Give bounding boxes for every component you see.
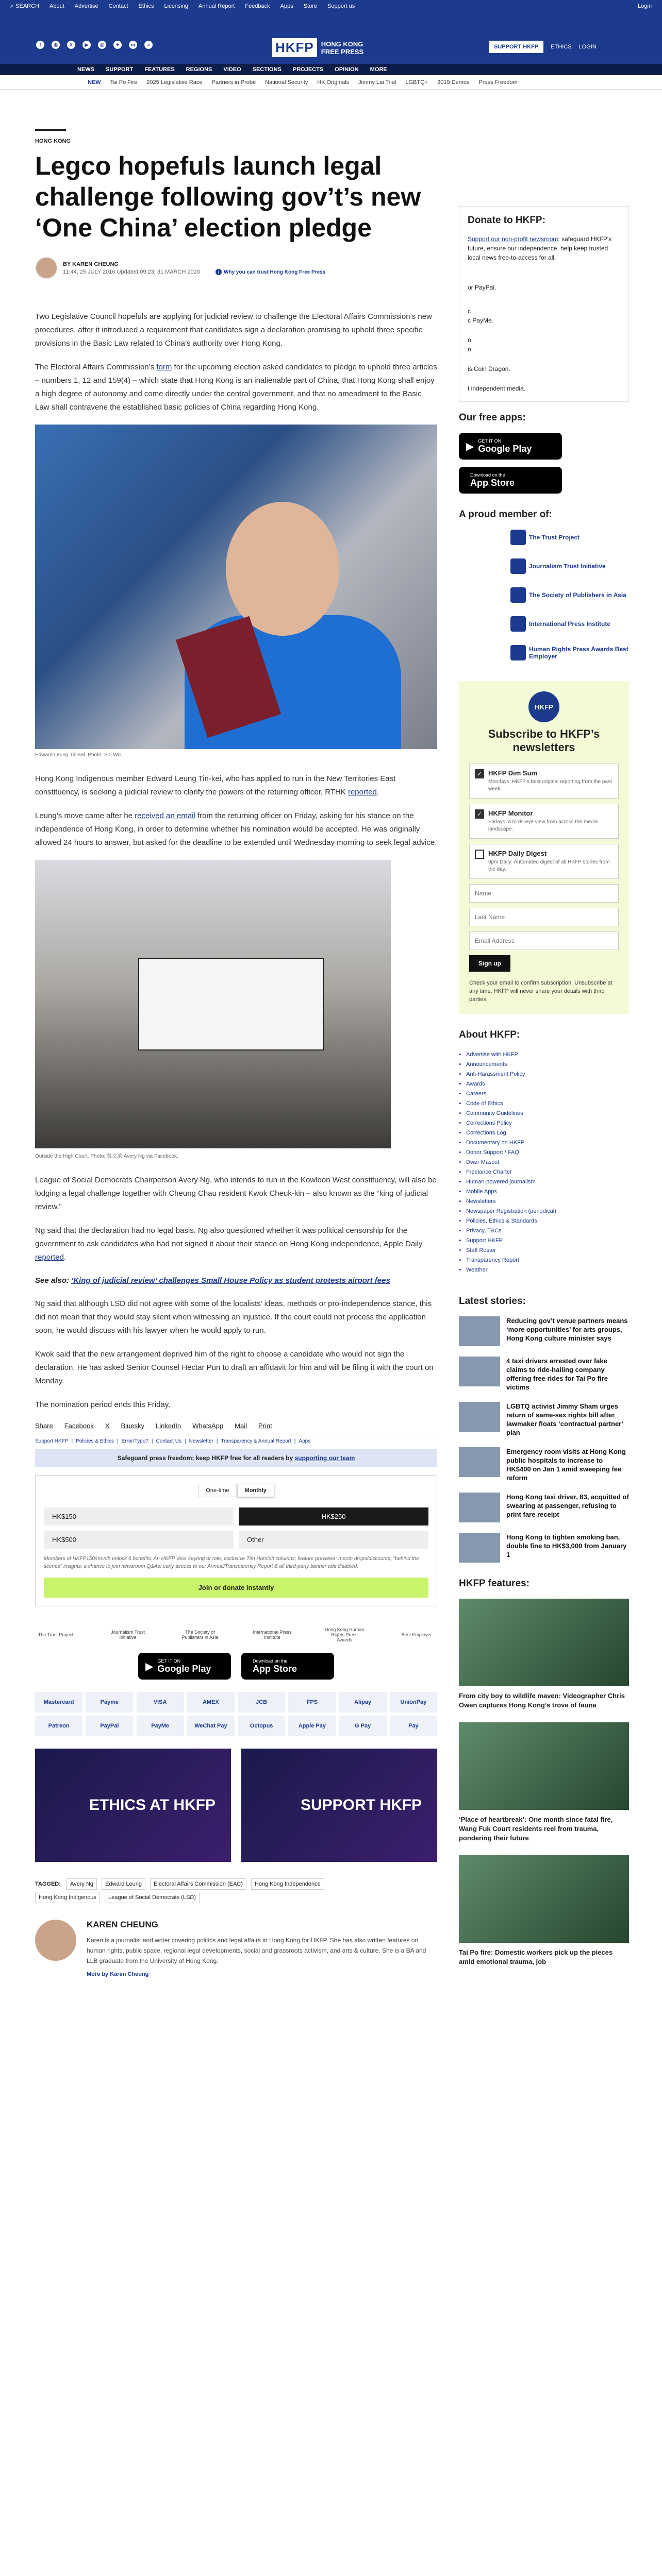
monthly-tab[interactable]: Monthly <box>237 1484 274 1497</box>
ipi-logo[interactable]: International Press Institute <box>253 1630 292 1640</box>
donate-fragment: n <box>468 336 471 344</box>
trust-logos <box>35 1627 437 1642</box>
store-link[interactable]: Store <box>303 3 318 9</box>
app-store-row <box>35 1653 437 1680</box>
payment-logo[interactable]: Mastercard <box>35 1692 82 1713</box>
apps-link[interactable]: Apps <box>280 3 293 9</box>
byline <box>35 257 437 279</box>
youtube-icon[interactable]: ▶ <box>82 41 91 49</box>
about-link[interactable]: • Documentary on HKFP <box>466 1138 629 1148</box>
author-name[interactable]: BY KAREN CHEUNG <box>63 261 119 267</box>
payment-logo[interactable]: FPS <box>288 1692 336 1713</box>
nav-projects[interactable]: PROJECTS <box>292 66 324 73</box>
feature-item[interactable]: Tai Po fire: Domestic workers pick up the pieces amid emotional trauma, job <box>459 1855 629 1967</box>
nav-news[interactable]: NEWS <box>77 66 94 73</box>
newsletter-option[interactable]: HKFP Daily Digest 9pm Daily: Automated digest of all HKFP stories from the day. <box>469 844 619 879</box>
feature-item[interactable]: ‘Place of heartbreak’: One month since fatal fire, Wang Fuk Court residents reel from trauma, pondering their future <box>459 1722 629 1843</box>
best-employer-logo[interactable]: Best Employer <box>401 1632 432 1637</box>
author-bio-text: Karen is a journalist and writer covering politics and legal affairs in Hong Kong for HKFP. She has also written features on human rights, public space, regional legal developments, social and grassroots activism, and arts & culture. She is a BA and LLB graduate from the University of Hong Kong. <box>87 1937 426 1964</box>
article <box>35 129 437 1977</box>
donate-fragment: c <box>468 308 471 315</box>
about-link[interactable]: • Donor Support / FAQ <box>466 1148 629 1158</box>
tag[interactable]: League of Social Democrats (LSD) <box>105 1892 200 1903</box>
member-title: A proud member of: <box>459 509 552 520</box>
about-link[interactable]: • Policies, Ethics & Standards <box>466 1216 629 1226</box>
story-thumbnail[interactable] <box>459 1447 500 1477</box>
photo-caption: Outside the High Court. Photo: 吳文遠 Avery Ng via Facebook. <box>35 1154 178 1159</box>
ethics-link[interactable]: Ethics <box>138 3 154 9</box>
policy-ethics[interactable]: Policies & Ethics <box>76 1438 114 1444</box>
tag[interactable]: Hong Kong Indigenous <box>35 1892 100 1903</box>
about-link[interactable]: • Newsletters <box>466 1197 629 1207</box>
support-promo[interactable]: SUPPORT HKFP <box>241 1749 437 1862</box>
instagram-icon[interactable]: ◎ <box>52 41 60 49</box>
nav-support[interactable]: SUPPORT <box>106 66 134 73</box>
tag[interactable]: Hong Kong Independence <box>251 1878 324 1890</box>
paragraph: The nomination period ends this Friday. <box>35 1400 171 1409</box>
about-link[interactable]: • Staff Roster <box>466 1246 629 1256</box>
more-by-author-link[interactable]: More by Karen Cheung <box>87 1971 149 1977</box>
form-link[interactable]: form <box>156 363 172 371</box>
author-avatar[interactable] <box>35 257 58 279</box>
payment-logo[interactable]: JCB <box>238 1692 285 1713</box>
nav-more[interactable]: MORE <box>370 66 387 73</box>
jti-logo[interactable]: Journalism Trust Initiative <box>110 1630 145 1640</box>
policy-apps[interactable]: Apps <box>299 1438 311 1444</box>
top-utility-bar <box>0 0 662 12</box>
bluesky-icon[interactable]: ✦ <box>113 41 122 49</box>
nav-video[interactable]: VIDEO <box>223 66 241 73</box>
newsletter-logo: HKFP <box>528 691 559 722</box>
features-title: HKFP features: <box>459 1578 529 1589</box>
payment-logo[interactable]: Pay <box>390 1716 437 1736</box>
google-play-button[interactable]: ▶ GET IT ON Google Play <box>459 433 562 460</box>
app-store-button[interactable]: Download on the App Store <box>459 467 562 494</box>
member-logo[interactable]: Human Rights Press Awards Best Employer <box>510 645 629 660</box>
latest-stories <box>459 1316 629 1563</box>
story-item[interactable]: Emergency room visits at Hong Kong public hospitals to increase to HK$400 on Jan 1 amid sweeping fee reform <box>459 1447 629 1482</box>
share-link[interactable]: Share <box>35 1422 53 1430</box>
about-link[interactable]: • Human-powered journalism <box>466 1177 629 1187</box>
name-input[interactable] <box>469 884 619 903</box>
publish-dates: 11:44, 25 JULY 2016 Updated 09:23, 31 MARCH 2020 <box>63 268 201 275</box>
sopa-logo[interactable]: The Society of Publishers in Asia <box>181 1630 219 1640</box>
facebook-icon[interactable]: f <box>36 41 44 49</box>
logo-wordmark: HONG KONG FREE PRESS <box>321 40 364 56</box>
nav-opinion[interactable]: OPINION <box>335 66 359 73</box>
google-play-icon: ▶ <box>145 1660 154 1672</box>
about-link[interactable]: • Announcements <box>466 1060 629 1070</box>
annual-report-link[interactable]: Annual Report <box>198 3 235 9</box>
story-item[interactable]: Reducing gov’t venue partners means ‘more opportunities’ for arts groups, Hong Kong culture minister says <box>459 1316 629 1346</box>
one-time-tab[interactable]: One-time <box>198 1484 237 1497</box>
main-nav <box>0 64 662 75</box>
story-thumbnail[interactable] <box>459 1357 500 1386</box>
threads-icon[interactable]: @ <box>98 41 106 49</box>
google-play-icon: ▶ <box>466 440 474 452</box>
newsletter-signup <box>459 681 629 1014</box>
about-link[interactable]: • Support HKFP <box>466 1236 629 1246</box>
app-store-button[interactable]: Download on the App Store <box>241 1653 334 1680</box>
payment-logo[interactable]: WeChat Pay <box>187 1716 235 1736</box>
frequency-toggle <box>44 1484 428 1497</box>
paragraph: Ng said that although LSD did not agree with some of the localists’ ideas, methods or pro-independence stance, this did not mean that they would stay silent when witnessing an injustice. If the court could not process the application soon, he would discuss with his lawyer when he would apply to run. <box>35 1299 432 1335</box>
donate-note: Members of HKFP150/month unlock 6 benefits: An HKFP Veer keyring or tote; exclusive Tim Hamlett columns; feature previews; merch drops/discounts; "behind the scenes" insights; a chance to join newsroom Q&As; early access to our Annual/Transparency Report & all third-party banner ads disabled. <box>44 1556 419 1569</box>
feature-image[interactable] <box>459 1855 629 1943</box>
ticker-new-label: NEW <box>88 79 101 86</box>
article-photo-edward-leung <box>35 425 437 749</box>
checkbox[interactable] <box>475 850 484 859</box>
amount-options <box>44 1507 428 1549</box>
policy-newsletter[interactable]: Newsletter <box>189 1438 213 1444</box>
paragraph: Leung’s move came after he received an email from the returning officer on Friday, asking for his stance on the independence of Hong Kong, in order to determine whether his nomination would be accepted. He was originally allowed 24 hours to answer, but asked for the deadline to be extended until Wednesday morning to seek legal advice. <box>35 811 437 847</box>
section-rule <box>35 129 66 131</box>
hrpa-logo[interactable]: Hong Kong Human Rights Press Awards <box>324 1627 365 1642</box>
apple-daily-link[interactable]: reported <box>35 1253 64 1262</box>
about-link[interactable]: • Careers <box>466 1089 629 1099</box>
signup-button[interactable]: Sign up <box>469 955 510 972</box>
payment-logo[interactable]: Payme <box>86 1692 133 1713</box>
policy-transparency[interactable]: Transparency & Annual Report <box>221 1438 291 1444</box>
see-also: See also: ‘King of judicial review’ challenges Small House Policy as student protests airport fees <box>35 1276 390 1285</box>
licensing-link[interactable]: Licensing <box>164 3 188 9</box>
amount-option[interactable]: HK$500 <box>44 1531 234 1549</box>
payment-logo[interactable]: G Pay <box>339 1716 387 1736</box>
amount-option-other[interactable]: Other <box>239 1531 428 1549</box>
tag-list <box>35 1877 437 1904</box>
about-title: About HKFP: <box>459 1029 520 1040</box>
apps-title: Our free apps: <box>459 412 526 423</box>
paragraph: Hong Kong Indigenous member Edward Leung Tin-kei, who has applied to run in the New Territories East constituency, is seeking a judicial review to clarify the powers of the returning officer, RTHK reported. <box>35 774 396 796</box>
logo-mark: HKFP <box>272 38 317 57</box>
support-newsroom-link[interactable]: Support our non-profit newsroom <box>468 235 558 243</box>
masthead <box>0 12 662 64</box>
paragraph: The Electoral Affairs Commission’s form for the upcoming election asked candidates to pledge to uphold three articles – numbers 1, 12 and 159(4) – which state that Hong Kong is an inalienable part of China, that Hong Kong shall enjoy a high degree of autonomy and come directly under the central government, and that no amendment to the Basic Law shall contravene the established basic policies of China regarding Hong Kong. <box>35 363 437 412</box>
share-x[interactable]: X <box>105 1422 110 1430</box>
donate-fragment: n <box>468 346 471 353</box>
google-play-button[interactable]: ▶ GET IT ON Google Play <box>138 1653 231 1680</box>
search-link[interactable]: ⌕ SEARCH <box>10 3 40 9</box>
login-link[interactable]: Login <box>638 3 652 9</box>
story-thumbnail[interactable] <box>459 1316 500 1346</box>
story-item[interactable]: Hong Kong to tighten smoking ban, double fine to HK$3,000 from January 1 <box>459 1533 629 1563</box>
about-link[interactable]: • Newspaper Registration (periodical) <box>466 1207 629 1216</box>
photo-shape <box>138 958 324 1050</box>
ticker-item[interactable]: National Security <box>265 79 308 86</box>
safeguard-banner: Safeguard press freedom; keep HKFP free for all readers by supporting our team <box>35 1449 437 1467</box>
advertise-link[interactable]: Advertise <box>74 3 98 9</box>
ticker-item[interactable]: Press Freedom <box>478 79 518 86</box>
trust-project-logo[interactable]: The Trust Project <box>38 1632 74 1637</box>
contact-link[interactable]: Contact <box>108 3 128 9</box>
donate-fragment: is Coin Dragon. <box>468 365 510 372</box>
donate-fragment: c PayMe. <box>468 317 494 324</box>
tag[interactable]: Edward Leung <box>102 1878 145 1890</box>
story-thumbnail[interactable] <box>459 1493 500 1522</box>
share-whatsapp[interactable]: WhatsApp <box>192 1422 224 1430</box>
support-hkfp-button[interactable]: SUPPORT HKFP <box>489 41 543 53</box>
email-input[interactable] <box>469 931 619 950</box>
member-logo[interactable]: The Trust Project <box>510 530 629 545</box>
promo-row <box>35 1749 437 1862</box>
about-link[interactable]: • Awards <box>466 1079 629 1089</box>
payment-methods <box>35 1692 437 1736</box>
sidebar <box>459 206 629 1979</box>
newsletter-title: Subscribe to HKFP’s newsletters <box>488 727 600 754</box>
newsletter-option[interactable]: ✓ HKFP Monitor Fridays: A birds-eye view from across the media landscape. <box>469 804 619 839</box>
amount-option[interactable]: HK$150 <box>44 1507 234 1526</box>
paragraph: Two Legislative Council hopefuls are applying for judicial review to challenge the Electoral Affairs Commission’s new procedures, after it introduced a requirement that candidates sign a declaration promising to uphold three specific provisions in the Basic Law related to China’s authority over Hong Kong. <box>35 312 432 348</box>
mastodon-icon[interactable]: m <box>129 41 137 49</box>
rss-icon[interactable]: ≈ <box>144 41 153 49</box>
ticker-item[interactable]: HK Originals <box>317 79 350 86</box>
social-links <box>36 41 153 49</box>
sopa-icon <box>510 587 526 603</box>
tag[interactable]: Avery Ng <box>67 1878 97 1890</box>
member-list <box>459 530 629 660</box>
section-label[interactable]: HONG KONG <box>35 138 71 144</box>
donate-widget <box>35 1475 437 1606</box>
about-link[interactable]: • Advertise with HKFP <box>466 1050 629 1060</box>
last-name-input[interactable] <box>469 908 619 926</box>
ticker-item[interactable]: Jimmy Lai Trial <box>358 79 396 86</box>
author-bio-name[interactable]: KAREN CHEUNG <box>87 1920 158 1929</box>
donate-fragment[interactable]: t independent media. <box>468 385 526 392</box>
checkbox-checked[interactable]: ✓ <box>475 809 484 819</box>
about-list <box>459 1050 629 1275</box>
ticker-item[interactable]: LGBTQ+ <box>405 79 428 86</box>
amount-option-selected[interactable]: HK$250 <box>239 1507 428 1526</box>
headline: Legco hopefuls launch legal challenge following gov’t’s new ‘One China’ election pledge <box>35 151 421 242</box>
nav-sections[interactable]: SECTIONS <box>252 66 282 73</box>
about-link[interactable]: • Code of Ethics <box>466 1099 629 1109</box>
ethics-header-link[interactable]: ETHICS <box>551 44 572 50</box>
share-bluesky[interactable]: Bluesky <box>121 1422 144 1430</box>
story-thumbnail[interactable] <box>459 1533 500 1563</box>
rthk-report-link[interactable]: reported <box>347 788 377 796</box>
policy-error[interactable]: Error/Typo? <box>121 1438 148 1444</box>
share-print[interactable]: Print <box>258 1422 272 1430</box>
payment-logo[interactable]: Octopus <box>238 1716 285 1736</box>
tagged-label: TAGGED: <box>35 1881 61 1887</box>
payment-logo[interactable]: PayPal <box>86 1716 133 1736</box>
article-photo-high-court <box>35 860 391 1148</box>
feature-list <box>459 1599 629 1967</box>
info-icon: i <box>216 269 222 275</box>
payment-logo[interactable]: Patreon <box>35 1716 82 1736</box>
about-link[interactable]: • Anti-Harassment Policy <box>466 1070 629 1079</box>
ticker-item[interactable]: 2025 Legislative Race <box>146 79 203 86</box>
topic-ticker <box>0 75 662 90</box>
payment-logo[interactable]: PayMe <box>137 1716 184 1736</box>
photo-shape <box>226 502 339 636</box>
tag[interactable]: Electoral Affairs Commission (EAC) <box>150 1878 246 1890</box>
about-link[interactable]: • Mobile Apps <box>466 1187 629 1197</box>
feedback-link[interactable]: Feedback <box>245 3 270 9</box>
site-logo[interactable] <box>272 38 363 57</box>
policy-contact[interactable]: Contact Us <box>156 1438 181 1444</box>
about-link[interactable]: • Dwer Mascot <box>466 1158 629 1167</box>
checkbox-checked[interactable]: ✓ <box>475 769 484 778</box>
payment-logo[interactable]: VISA <box>137 1692 184 1713</box>
support-team-link[interactable]: supporting our team <box>294 1454 355 1462</box>
payment-logo[interactable]: Alipay <box>339 1692 387 1713</box>
latest-title: Latest stories: <box>459 1296 526 1307</box>
award-icon <box>510 645 526 660</box>
ticker-item[interactable]: Tai Po Fire <box>110 79 138 86</box>
nav-features[interactable]: FEATURES <box>144 66 175 73</box>
ipi-icon <box>510 616 526 632</box>
about-link[interactable]: • Freelance Charter <box>466 1167 629 1177</box>
sidebar-store-buttons <box>459 433 629 494</box>
search-icon: ⌕ <box>10 3 14 9</box>
newsletter-note: Check your email to confirm subscription. Unsubscribe at any time. HKFP will never share your details with third parties. <box>469 980 613 1003</box>
nav-regions[interactable]: REGIONS <box>186 66 212 73</box>
payment-logo[interactable]: AMEX <box>187 1692 235 1713</box>
about-link[interactable]: • Corrections Policy <box>466 1118 629 1128</box>
photo-caption: Edward Leung Tin-kei. Photo: Sol Wu. <box>35 752 122 758</box>
member-logo[interactable]: International Press Institute <box>510 616 629 632</box>
story-item[interactable]: Hong Kong taxi driver, 83, acquitted of swearing at passenger, refusing to print fare receipt <box>459 1493 629 1522</box>
author-bio-box <box>35 1920 437 1977</box>
story-thumbnail[interactable] <box>459 1402 500 1432</box>
ticker-item[interactable]: Partners in Probe <box>211 79 256 86</box>
sidebar-donate-box: Donate to HKFP: Support our non-profit newsroom: safeguard HKFP's future, ensure our independence, help keep trusted local news free-to-access for all. or PayPal. c c PayMe. n n is Coin Dragon. t independent media. <box>459 206 629 402</box>
paragraph: Ng said that the declaration had no legal basis. Ng also questioned whether it was political censorship for the government to ask candidates who had not signed it about their stance on Hong Kong independence, Apple Daily reported. <box>35 1226 423 1262</box>
story-item[interactable]: 4 taxi drivers arrested over fake claims to ride-hailing company offering free rides for Tai Po fire victims <box>459 1357 629 1392</box>
about-link[interactable]: • Privacy, T&Cs <box>466 1226 629 1236</box>
share-bar <box>35 1422 437 1430</box>
payment-logo[interactable]: UnionPay <box>390 1692 437 1713</box>
about-link[interactable]: • Community Guidelines <box>466 1109 629 1118</box>
feature-image[interactable] <box>459 1599 629 1686</box>
feature-image[interactable] <box>459 1722 629 1810</box>
about-link[interactable]: • Weather <box>466 1265 629 1275</box>
ticker-item[interactable]: 2019 Demos <box>437 79 470 86</box>
ethics-promo[interactable]: ETHICS AT HKFP <box>35 1749 231 1862</box>
story-item[interactable]: LGBTQ activist Jimmy Sham urges return of same-sex rights bill after lawmaker floats ‘contractual partner’ plan <box>459 1402 629 1437</box>
about-link[interactable]: About <box>49 3 64 9</box>
policy-links: Support HKFP | Policies & Ethics | Error/Typo? | Contact Us | Newsletter | Transparency & Annual Report | Apps <box>35 1434 437 1444</box>
donate-fragment: or PayPal. <box>468 284 496 291</box>
policy-support[interactable]: Support HKFP <box>35 1438 69 1444</box>
share-mail[interactable]: Mail <box>235 1422 247 1430</box>
login-header-link[interactable]: LOGIN <box>578 44 597 50</box>
share-facebook[interactable]: Facebook <box>64 1422 94 1430</box>
about-link[interactable]: • Corrections Log <box>466 1128 629 1138</box>
trust-project-icon <box>510 530 526 545</box>
member-logo[interactable]: The Society of Publishers in Asia <box>510 587 629 603</box>
trust-link[interactable]: i Why you can trust Hong Kong Free Press <box>216 269 325 275</box>
member-logo[interactable]: Journalism Trust Initiative <box>510 558 629 574</box>
see-also-link[interactable]: ‘King of judicial review’ challenges Small House Policy as student protests airport fees <box>71 1276 390 1285</box>
paragraph: League of Social Democrats Chairperson Avery Ng, who intends to run in the Kowloon West constituency, will also be lodging a legal challenge together with Cheung Chau resident Kwok Cheuk-kin – also known as the “king of judicial review.” <box>35 1176 437 1211</box>
jti-icon <box>510 558 526 574</box>
about-link[interactable]: • Transparency Report <box>466 1256 629 1265</box>
support-link[interactable]: Support us <box>327 3 355 9</box>
share-linkedin[interactable]: LinkedIn <box>156 1422 181 1430</box>
newsletter-option[interactable]: ✓ HKFP Dim Sum Mondays: HKFP's best original reporting from the past week. <box>469 764 619 799</box>
feature-item[interactable]: From city boy to wildlife maven: Videographer Chris Owen captures Hong Kong’s trove of fauna <box>459 1599 629 1710</box>
x-icon[interactable]: X <box>67 41 75 49</box>
email-link[interactable]: received an email <box>135 811 195 820</box>
join-donate-button[interactable]: Join or donate instantly <box>44 1578 428 1598</box>
sidebar-donate-title: Donate to HKFP: <box>468 215 545 226</box>
payment-logo[interactable]: Apple Pay <box>288 1716 336 1736</box>
author-bio-avatar[interactable] <box>35 1920 76 1961</box>
paragraph: Kwok said that the new arrangement deprived him of the right to choose a candidate who would not sign the declaration. He has asked Senior Counsel Hectar Pun to draft an affidavit for him and will be filing it with the court on Monday. <box>35 1350 434 1385</box>
